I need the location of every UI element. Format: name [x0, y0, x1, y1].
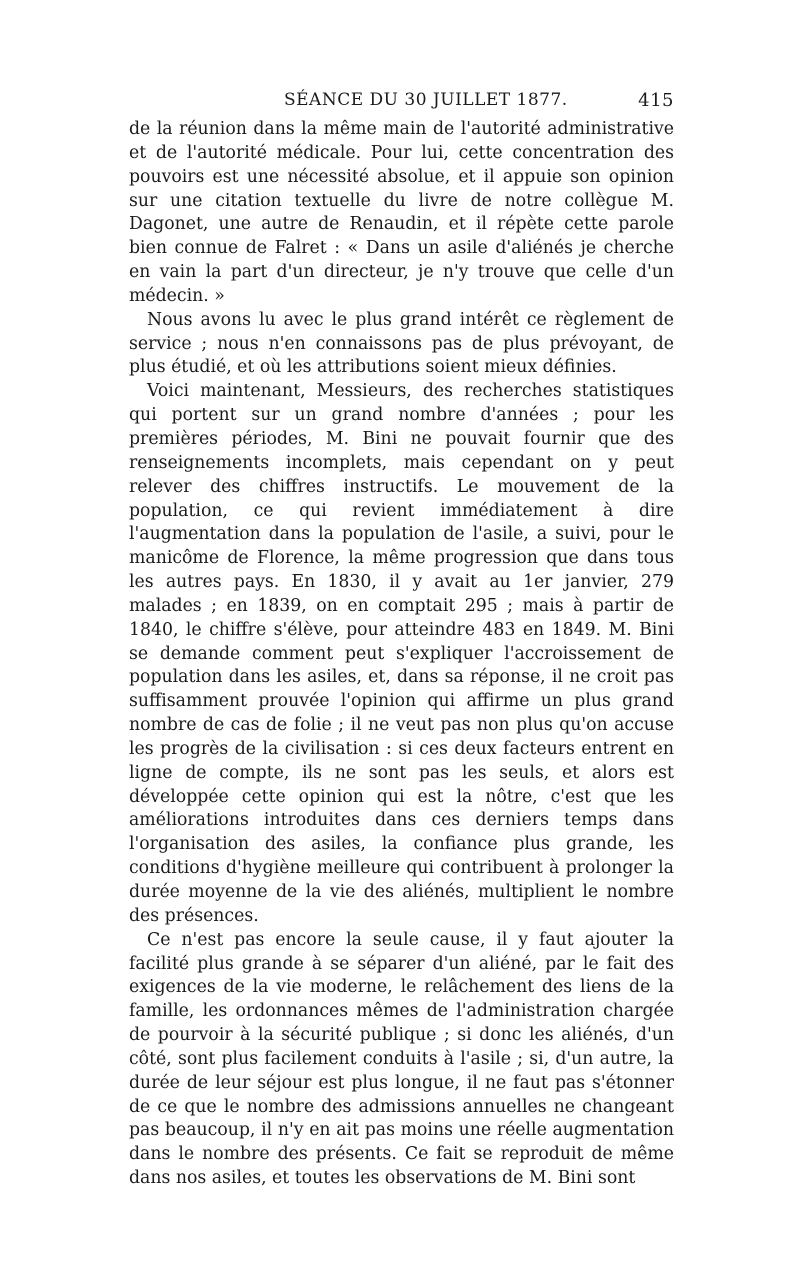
paragraph: Ce n'est pas encore la seule cause, il y faut ajouter la facilité plus grande à se séparer d'un aliéné, par le fait des exigences de la vie moderne, le relâchement des liens de la famille, les ordonnances mêmes de l'administration chargée de pourvoir à la sécurité publique ; si donc les aliénés, d'un côté, sont plus facilement conduits à l'asile ; si, d'un autre, la durée de leur séjour est plus longue, il ne faut pas s'étonner de ce que le nombre des admissions annuelles ne changeant pas beaucoup, il n'y en ait pas moins une réelle augmentation dans le nombre des présents. Ce fait se reproduit de même dans nos asiles, et toutes les observations de M. Bini sont	[129, 929, 674, 1189]
running-title: SÉANCE DU 30 JUILLET 1877.	[284, 90, 568, 110]
body-text	[129, 118, 674, 1191]
paragraph: Voici maintenant, Messieurs, des recherches statistiques qui portent sur un grand nombre d'années ; pour les premières périodes, M. Bini ne pouvait fournir que des renseignements incomplets, mais cependant on y peut relever des chiffres instructifs. Le mouvement de la population, ce qui revient immédiatement à dire l'augmentation dans la population de l'asile, a suivi, pour le manicôme de Florence, la même progression que dans tous les autres pays. En 1830, il y avait au 1er janvier, 279 malades ; en 1839, on en comptait 295 ; mais à partir de 1840, le chiffre s'élève, pour atteindre 483 en 1849. M. Bini se demande comment peut s'expliquer l'accroissement de population dans les asiles, et, dans sa réponse, il ne croit pas suffisamment prouvée l'opinion qui affirme un plus grand nombre de cas de folie ; il ne veut pas non plus qu'on accuse les progrès de la civilisation : si ces deux facteurs entrent en ligne de compte, ils ne sont pas les seuls, et alors est développée cette opinion qui est la nôtre, c'est que les améliorations introduites dans ces derniers temps dans l'organisation des asiles, la confiance plus grande, les conditions d'hygiène meilleure qui contribuent à prolonger la durée moyenne de la vie des aliénés, multiplient le nombre des présences.	[129, 381, 674, 926]
page-number: 415	[638, 90, 674, 111]
book-page	[129, 88, 674, 1191]
paragraph: Nous avons lu avec le plus grand intérêt ce règlement de service ; nous n'en connaissons pas de plus prévoyant, de plus étudié, et où les attributions soient mieux définies.	[129, 309, 674, 378]
running-head	[129, 88, 674, 118]
paragraph-continued: de la réunion dans la même main de l'autorité administrative et de l'autorité médicale. Pour lui, cette concentration des pouvoirs est une nécessité absolue, et il appuie son opinion sur une citation textuelle du livre de notre collègue M. Dagonet, une autre de Renaudin, et il répète cette parole bien connue de Falret : « Dans un asile d'aliénés je cherche en vain la part d'un directeur, je n'y trouve que celle d'un médecin. »	[129, 119, 674, 306]
